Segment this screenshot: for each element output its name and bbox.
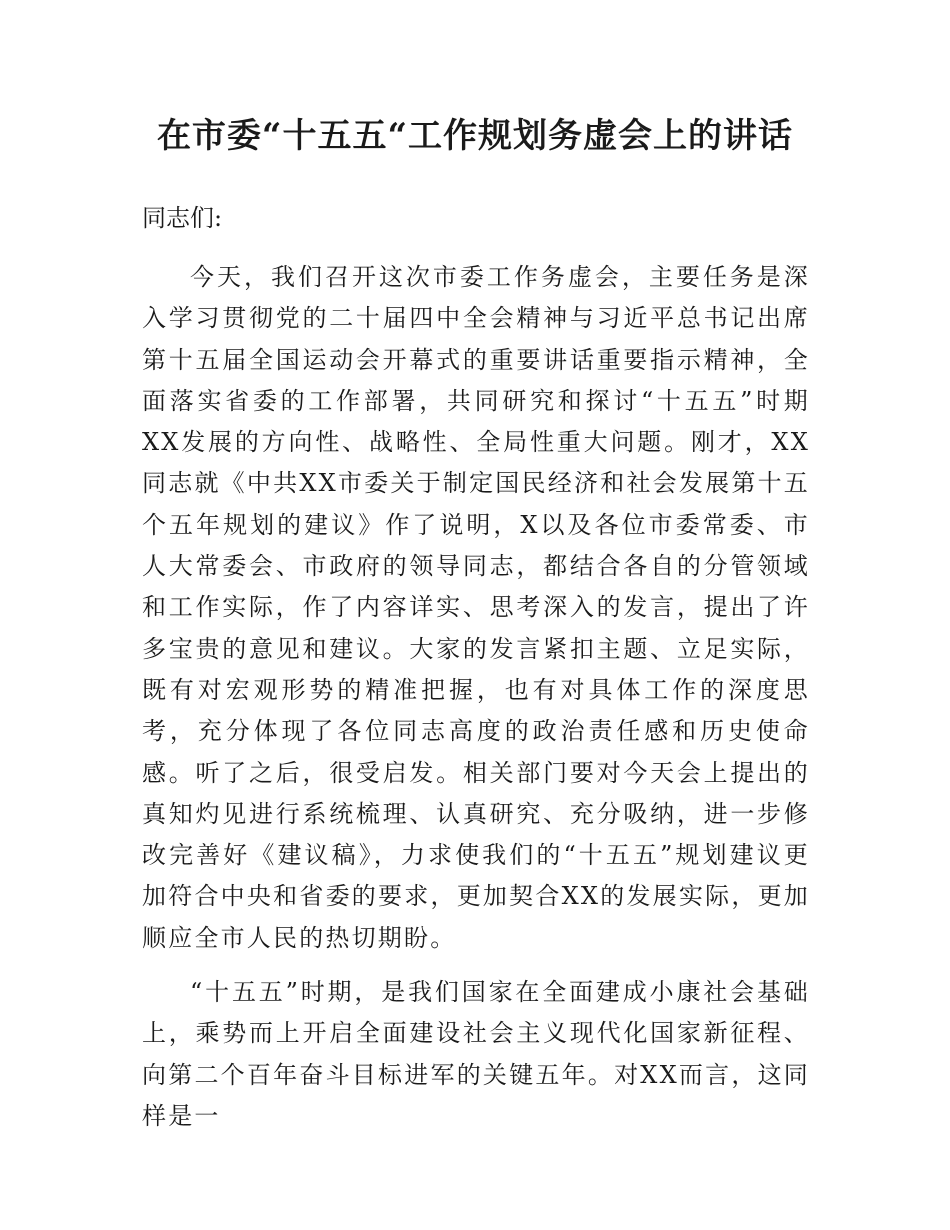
body-paragraph-1: 今天，我们召开这次市委工作务虚会，主要任务是深入学习贯彻党的二十届四中全会精神与习近平总书记出席第十五届全国运动会开幕式的重要讲话重要指示精神，全面落实省委的工作部署，共同研究和探讨“十五五”时期XX发展的方向性、战略性、全局性重大问题。刚才，XX同志就《中共XX市委关于制定国民经济和社会发展第十五个五年规划的建议》作了说明，X以及各位市委常委、市人大常委会、市政府的领导同志，都结合各自的分管领域和工作实际，作了内容详实、思考深入的发言，提出了许多宝贵的意见和建议。大家的发言紧扣主题、立足实际，既有对宏观形势的精准把握，也有对具体工作的深度思考，充分体现了各位同志高度的政治责任感和历史使命感。听了之后，很受启发。相关部门要对今天会上提出的真知灼见进行系统梳理、认真研究、充分吸纳，进一步修改完善好《建议稿》，力求使我们的“十五五”规划建议更加符合中央和省委的要求，更加契合XX的发展实际，更加顺应全市人民的热切期盼。 (142, 263, 810, 952)
salutation: 同志们: (142, 204, 223, 232)
document-title: 在市委“十五五“工作规划务虚会上的讲话 (156, 116, 794, 156)
body-paragraph-2: “十五五”时期，是我们国家在全面建成小康社会基础上，乘势而上开启全面建设社会主义现代化国家新征程、向第二个百年奋斗目标进军的关键五年。对XX而言，这同样是一 (142, 978, 810, 1130)
